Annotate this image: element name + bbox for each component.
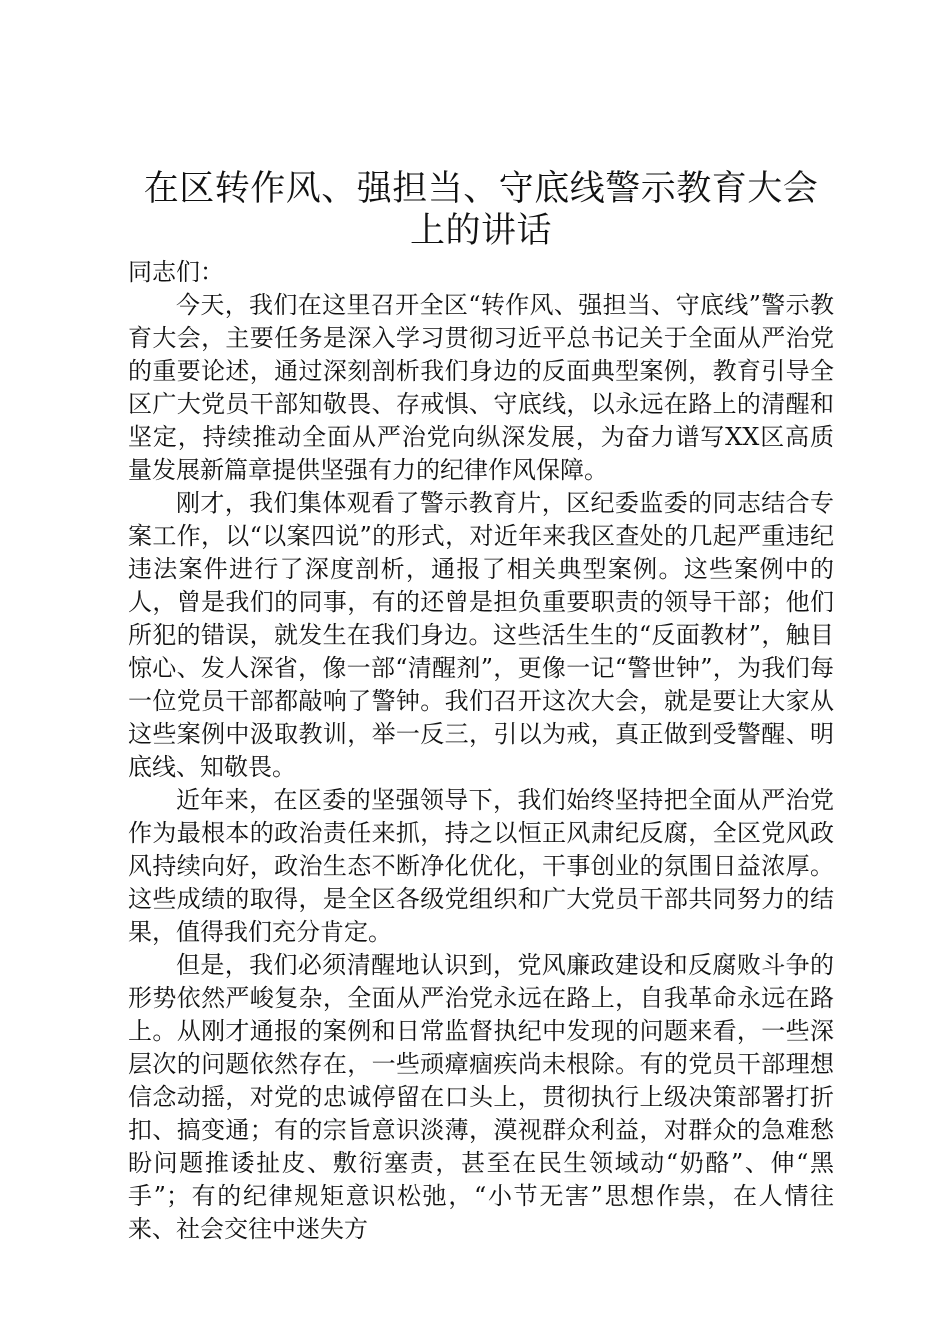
document-page [128, 168, 834, 1246]
paragraph-2: 刚才，我们集体观看了警示教育片，区纪委监委的同志结合专案工作，以“以案四说”的形式，对近年来我区查处的几起严重违纪违法案件进行了深度剖析，通报了相关典型案例。这些案例中的人，曾是我们的同事，有的还曾是担负重要职责的领导干部；他们所犯的错误，就发生在我们身边。这些活生生的“反面教材”，触目惊心、发人深省，像一部“清醒剂”，更像一记“警世钟”，为我们每一位党员干部都敲响了警钟。我们召开这次大会，就是要让大家从这些案例中汲取教训，举一反三，引以为戒，真正做到受警醒、明底线、知敬畏。 [128, 489, 834, 781]
document-title: 在区转作风、强担当、守底线警示教育大会上的讲话 [143, 169, 819, 251]
paragraph-4: 但是，我们必须清醒地认识到，党风廉政建设和反腐败斗争的形势依然严峻复杂，全面从严治党永远在路上，自我革命永远在路上。从刚才通报的案例和日常监督执纪中发现的问题来看，一些深层次的问题依然存在，一些顽瘴痼疾尚未根除。有的党员干部理想信念动摇，对党的忠诚停留在口头上，贯彻执行上级决策部署打折扣、搞变通；有的宗旨意识淡薄，漠视群众利益，对群众的急难愁盼问题推诿扯皮、敷衍塞责，甚至在民生领域动“奶酪”、伸“黑手”；有的纪律规矩意识松弛，“小节无害”思想作祟，在人情往来、社会交往中迷失方 [128, 951, 834, 1243]
paragraph-1: 今天，我们在这里召开全区“转作风、强担当、守底线”警示教育大会，主要任务是深入学习贯彻习近平总书记关于全面从严治党的重要论述，通过深刻剖析我们身边的反面典型案例，教育引导全区广大党员干部知敬畏、存戒惧、守底线，以永远在路上的清醒和坚定，持续推动全面从严治党向纵深发展，为奋力谱写XX区高质量发展新篇章提供坚强有力的纪律作风保障。 [128, 291, 834, 484]
salutation: 同志们： [128, 258, 224, 286]
paragraph-3: 近年来，在区委的坚强领导下，我们始终坚持把全面从严治党作为最根本的政治责任来抓，持之以恒正风肃纪反腐，全区党风政风持续向好，政治生态不断净化优化，干事创业的氛围日益浓厚。这些成绩的取得，是全区各级党组织和广大党员干部共同努力的结果，值得我们充分肯定。 [128, 786, 834, 946]
